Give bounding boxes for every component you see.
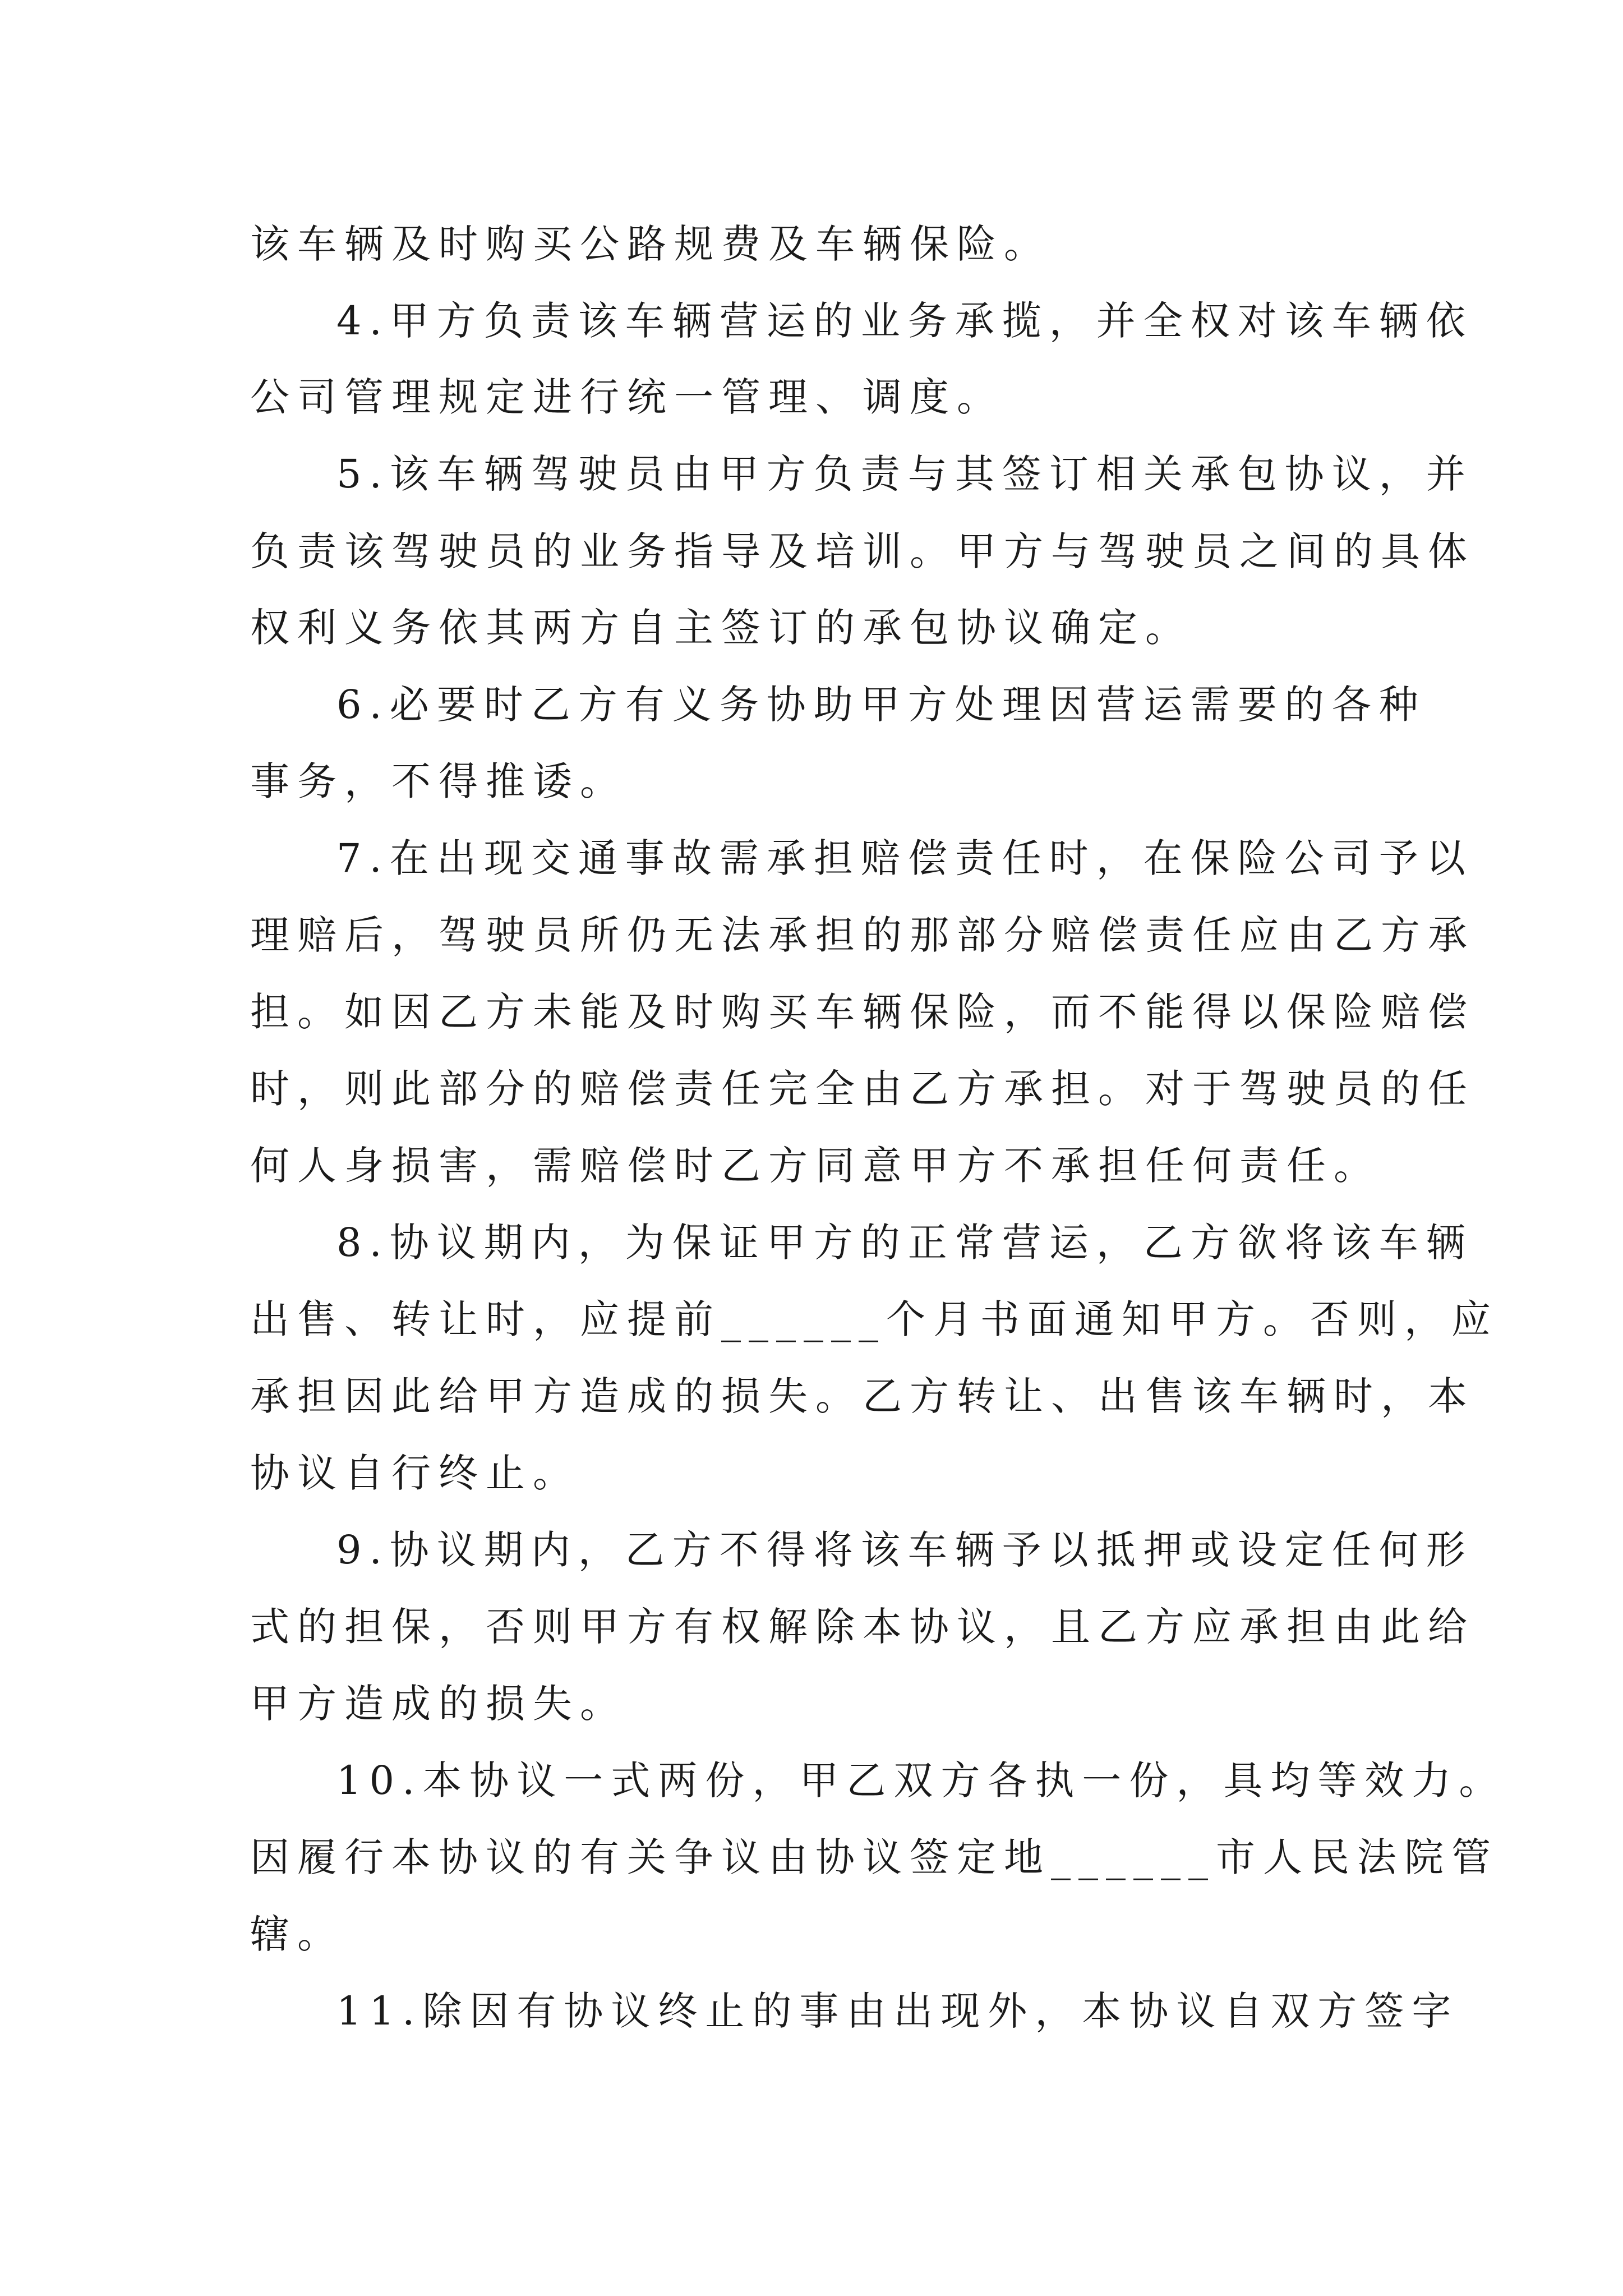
clause-4-line: 4.甲方负责该车辆营运的业务承揽，并全权对该车辆依 — [336, 298, 1473, 344]
text-line: 出售、转让时，应提前______个月书面通知甲方。否则，应 — [250, 1296, 1498, 1342]
text-line: 辖。 — [250, 1911, 344, 1957]
clause-7-line: 7.在出现交通事故需承担赔偿责任时，在保险公司予以 — [336, 835, 1473, 881]
clause-11-line: 11.除因有协议终止的事由出现外，本协议自双方签字 — [336, 1988, 1459, 2034]
text-line: 公司管理规定进行统一管理、调度。 — [250, 374, 1004, 420]
text-line: 事务，不得推诿。 — [250, 758, 627, 804]
clause-10-line: 10.本协议一式两份，甲乙双方各执一份，具均等效力。 — [336, 1757, 1506, 1803]
text-line: 权利义务依其两方自主签订的承包协议确定。 — [250, 605, 1192, 651]
text-line: 理赔后，驾驶员所仍无法承担的那部分赔偿责任应由乙方承 — [250, 912, 1475, 958]
text-line: 时，则此部分的赔偿责任完全由乙方承担。对于驾驶员的任 — [250, 1066, 1475, 1112]
clause-9-line: 9.协议期内，乙方不得将该车辆予以抵押或设定任何形 — [336, 1527, 1473, 1573]
clause-8-line: 8.协议期内，为保证甲方的正常营运，乙方欲将该车辆 — [336, 1220, 1473, 1266]
text-line: 协议自行终止。 — [250, 1450, 580, 1496]
text-line: 因履行本协议的有关争议由协议签定地______市人民法院管 — [250, 1834, 1498, 1880]
text-line: 甲方造成的损失。 — [250, 1681, 627, 1727]
text-line: 承担因此给甲方造成的损失。乙方转让、出售该车辆时，本 — [250, 1373, 1475, 1419]
text-line: 担。如因乙方未能及时购买车辆保险，而不能得以保险赔偿 — [250, 989, 1475, 1035]
clause-5-line: 5.该车辆驾驶员由甲方负责与其签订相关承包协议，并 — [336, 451, 1473, 497]
clause-6-line: 6.必要时乙方有义务协助甲方处理因营运需要的各种 — [336, 682, 1426, 728]
text-line: 该车辆及时购买公路规费及车辆保险。 — [250, 221, 1051, 267]
text-line: 负责该驾驶员的业务指导及培训。甲方与驾驶员之间的具体 — [250, 528, 1475, 574]
text-line: 何人身损害，需赔偿时乙方同意甲方不承担任何责任。 — [250, 1143, 1381, 1189]
text-line: 式的担保，否则甲方有权解除本协议，且乙方应承担由此给 — [250, 1604, 1475, 1650]
